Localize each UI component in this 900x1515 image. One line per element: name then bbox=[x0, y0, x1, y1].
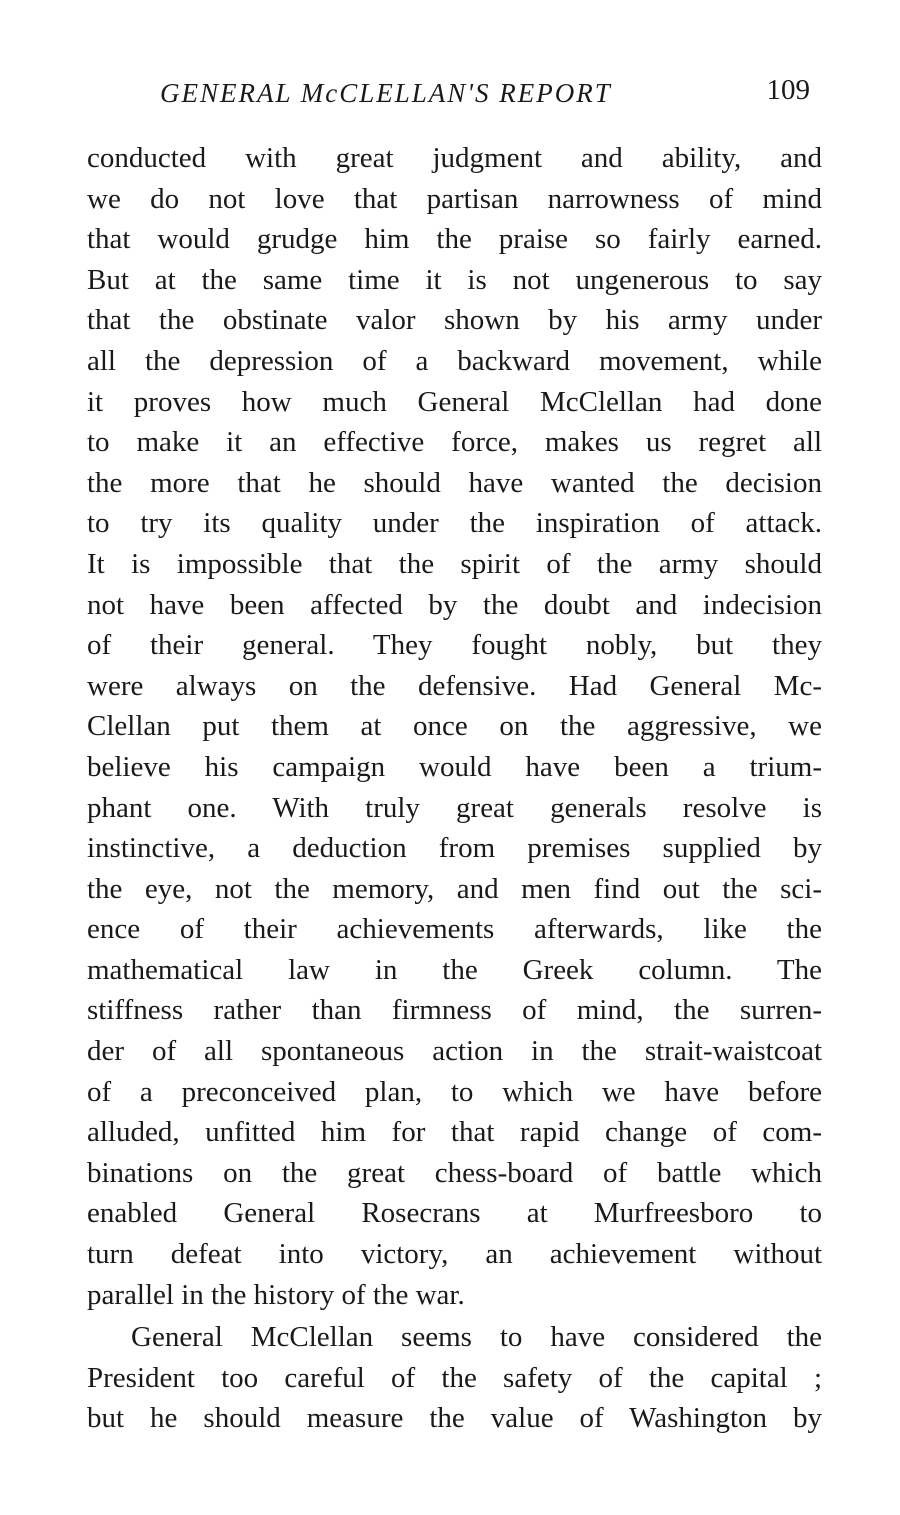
text-line: der of all spontaneous action in the strait-waistcoat bbox=[87, 1035, 822, 1068]
text-line: of a preconceived plan, to which we have before bbox=[87, 1075, 822, 1108]
text-line: binations on the great chess-board of battle which bbox=[87, 1156, 822, 1189]
page-number: 109 bbox=[766, 74, 810, 106]
text-line: But at the same time it is not ungenerous to say bbox=[87, 263, 822, 296]
text-line: enabled General Rosecrans at Murfreesboro to bbox=[87, 1197, 822, 1230]
text-line: parallel in the history of the war. bbox=[87, 1278, 465, 1311]
running-title: GENERAL McCLELLAN'S REPORT bbox=[160, 78, 612, 108]
text-line: instinctive, a deduction from premises supplied by bbox=[87, 832, 822, 865]
text-line: the eye, not the memory, and men find out the sci- bbox=[87, 872, 822, 905]
text-line: of their general. They fought nobly, but they bbox=[87, 629, 822, 662]
text-line: not have been affected by the doubt and indecision bbox=[87, 588, 822, 621]
text-line: ence of their achievements afterwards, like the bbox=[87, 913, 822, 946]
paragraph bbox=[87, 138, 822, 1315]
text-line: to try its quality under the inspiration of attack. bbox=[87, 507, 822, 540]
text-line: believe his campaign would have been a trium- bbox=[87, 750, 822, 783]
text-line: that the obstinate valor shown by his army under bbox=[87, 304, 822, 337]
text-line: that would grudge him the praise so fairly earned. bbox=[87, 223, 822, 256]
text-line: all the depression of a backward movement, while bbox=[87, 344, 822, 377]
text-line: we do not love that partisan narrowness of mind bbox=[87, 182, 822, 215]
text-line: the more that he should have wanted the decision bbox=[87, 466, 822, 499]
text-line: mathematical law in the Greek column. The bbox=[87, 953, 822, 986]
text-line: conducted with great judgment and ability, and bbox=[87, 142, 822, 174]
text-line: General McClellan seems to have considered the bbox=[131, 1321, 822, 1354]
text-line: were always on the defensive. Had General Mc- bbox=[87, 669, 822, 702]
text-line: phant one. With truly great generals resolve is bbox=[87, 791, 822, 824]
text-line: stiffness rather than firmness of mind, the surren- bbox=[87, 994, 822, 1027]
text-line: Clellan put them at once on the aggressive, we bbox=[87, 710, 822, 743]
running-head bbox=[160, 74, 820, 114]
body-text bbox=[87, 138, 822, 1439]
paragraph bbox=[87, 1317, 822, 1439]
text-line: turn defeat into victory, an achievement without bbox=[87, 1238, 822, 1271]
text-line: but he should measure the value of Washington by bbox=[87, 1402, 822, 1435]
text-line: alluded, unfitted him for that rapid change of com- bbox=[87, 1116, 822, 1149]
text-line: it proves how much General McClellan had done bbox=[87, 385, 822, 418]
text-line: President too careful of the safety of the capital ; bbox=[87, 1361, 822, 1394]
text-line: It is impossible that the spirit of the army should bbox=[87, 547, 822, 580]
text-line: to make it an effective force, makes us regret all bbox=[87, 426, 822, 459]
